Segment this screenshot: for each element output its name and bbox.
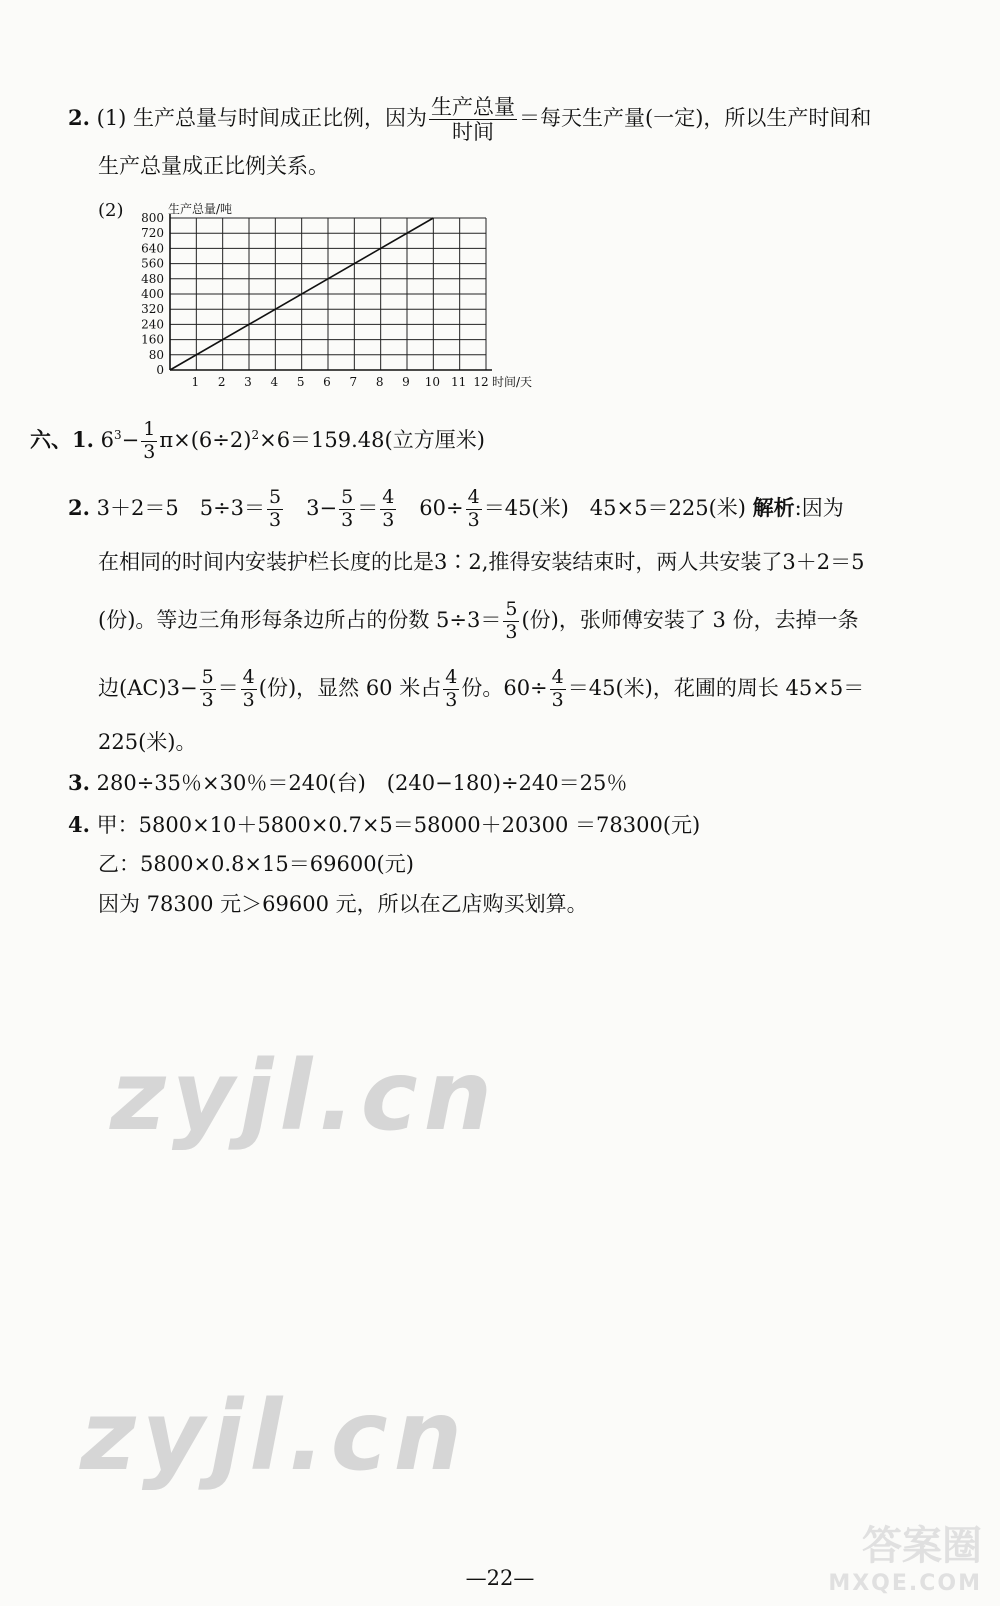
s6-q1-frac-num: 1: [143, 418, 156, 440]
frac-den: 3: [269, 508, 282, 531]
s6-q2-frac2: [339, 488, 355, 531]
s6-q2-text-b: 3−: [285, 495, 338, 520]
s6-q4-line1: [68, 814, 700, 836]
y-tick-label: 560: [141, 256, 164, 271]
analysis-label: 解析: [752, 494, 795, 520]
x-tick-label: 1: [191, 375, 200, 389]
s6-q2-frac4: [466, 488, 482, 531]
s6-q2-line3-b: (份)，张师傅安装了 3 份，去掉一条: [521, 607, 859, 632]
s6-q3-line: [68, 772, 627, 794]
x-tick-label: 8: [375, 375, 384, 389]
page-number: —22—: [465, 1566, 535, 1590]
q2-part2-label: (2): [98, 200, 124, 221]
s6-q2-line2: 在相同的时间内安装护栏长度的比是3∶2,推得安装结束时，两人共安装了3＋2＝5: [98, 550, 865, 574]
frac-den: 3: [551, 688, 564, 711]
q2-fraction-denominator: 时间: [452, 120, 495, 145]
y-tick-label: 80: [148, 347, 164, 362]
s6-q2-text-a: 3＋2＝5 5÷3＝: [96, 495, 266, 520]
s6-q1-exponent: 3: [114, 427, 122, 442]
x-tick-label: 9: [402, 375, 410, 389]
x-tick-label: 11: [451, 375, 467, 389]
frac-num: 4: [551, 666, 564, 688]
q2-part1-text-c: 生产总量成正比例关系。: [98, 154, 329, 178]
s6-q1-number: 1.: [72, 426, 94, 452]
s6-q2-line4-c: (份)，显然 60 米占: [258, 675, 442, 700]
frac-den: 3: [505, 620, 518, 643]
s6-q2-line4: [98, 668, 864, 711]
q2-number: 2.: [68, 105, 90, 131]
s6-q2-text-f: :因为: [794, 495, 844, 520]
q2-part1-text-a: (1) 生产总量与时间成正比例，因为: [96, 106, 428, 131]
frac-den: 3: [382, 508, 395, 531]
s6-q3-text: 280÷35％×30％＝240(台) (240−180)÷240＝25％: [96, 771, 628, 795]
y-tick-label: 160: [141, 332, 164, 347]
q2-line1: [68, 96, 871, 143]
s6-q2-line3-frac: [503, 600, 519, 643]
frac-num: 4: [242, 666, 255, 688]
s6-q2-line5: 225(米)。: [98, 730, 197, 754]
corner-watermark-url: MXQE.COM: [828, 1571, 982, 1596]
x-tick-label: 10: [424, 375, 440, 389]
y-tick-label: 800: [141, 211, 164, 225]
s6-q2-line4-b: ＝: [217, 675, 239, 700]
y-tick-label: 480: [141, 271, 164, 286]
s6-q4-line2: 乙：5800×0.8×15＝69600(元): [98, 852, 414, 876]
s6-q4-line3: 因为 78300 元＞69600 元，所以在乙店购买划算。: [98, 892, 588, 916]
s6-q1-base: 6: [100, 427, 114, 452]
s6-q2-frac3: [380, 488, 396, 531]
corner-watermark-logo: 答案圈: [862, 1523, 982, 1569]
s6-q2-line4-d: 份。60÷: [461, 675, 548, 700]
x-axis-label: 时间/天: [492, 375, 533, 389]
frac-num: 4: [382, 486, 395, 508]
s6-q2-text-d: 60÷: [398, 495, 464, 520]
production-line-chart: [130, 196, 570, 396]
frac-num: 5: [269, 486, 282, 508]
s6-q2-line1: [68, 488, 844, 531]
s6-q2-text-c: ＝: [357, 495, 379, 520]
frac-den: 3: [341, 508, 354, 531]
frac-num: 4: [467, 486, 480, 508]
frac-num: 5: [505, 598, 518, 620]
x-tick-label: 3: [244, 375, 252, 389]
watermark-top: zyjl.cn: [110, 1040, 498, 1152]
x-tick-label: 6: [323, 375, 331, 389]
s6-q2-line4-a: 边(AC)3−: [98, 675, 198, 700]
frac-num: 5: [201, 666, 214, 688]
s6-q1-text-d: ×6＝159.48(立方厘米): [259, 427, 485, 452]
frac-num: 5: [341, 486, 354, 508]
frac-den: 3: [201, 688, 214, 711]
frac-den: 3: [467, 508, 480, 531]
frac-num: 4: [445, 666, 458, 688]
s6-q1-fraction: [141, 420, 157, 463]
section-six-label: 六、: [30, 426, 72, 452]
y-tick-label: 240: [141, 317, 164, 332]
x-tick-label: 2: [217, 375, 226, 389]
q2-fraction: [429, 96, 517, 143]
s6-q4-number: 4.: [68, 812, 90, 837]
x-tick-label: 4: [270, 375, 279, 389]
frac-den: 3: [445, 688, 458, 711]
s6-q1-text-c: π×(6÷2): [159, 427, 252, 452]
s6-q2-line4-frac1: [200, 668, 216, 711]
watermark-bottom: zyjl.cn: [80, 1380, 468, 1492]
s6-q2-line3: [98, 600, 859, 643]
s6-q3-number: 3.: [68, 770, 90, 795]
s6-q2-line4-e: ＝45(米)，花圃的周长 45×5＝: [567, 675, 865, 700]
x-tick-label: 7: [349, 375, 358, 389]
y-tick-label: 400: [141, 287, 164, 301]
s6-q1-line: [30, 420, 485, 463]
q2-part1-text-b: ＝每天生产量(一定)，所以生产时间和: [519, 106, 872, 131]
s6-q2-number: 2.: [68, 494, 90, 520]
y-tick-label: 640: [141, 241, 164, 256]
y-axis-label: 生产总量/吨: [168, 202, 233, 216]
q2-line2: [98, 156, 329, 177]
y-tick-label: 0: [156, 363, 164, 377]
s6-q2-line3-a: (份)。等边三角形每条边所占的份数 5÷3＝: [98, 607, 502, 632]
s6-q2-line4-frac4: [550, 668, 566, 711]
y-tick-label: 720: [141, 226, 164, 241]
y-tick-label: 320: [141, 302, 164, 317]
s6-q4-line1-text: 甲：5800×10＋5800×0.7×5＝58000＋20300 ＝78300(元): [96, 813, 701, 837]
s6-q1-frac-den: 3: [143, 440, 156, 463]
x-tick-label: 5: [296, 375, 305, 389]
s6-q2-text-e: ＝45(米) 45×5＝225(米): [483, 495, 746, 520]
s6-q2-frac1: [267, 488, 283, 531]
q2-fraction-numerator: 生产总量: [431, 95, 516, 119]
s6-q1-minus: −: [121, 427, 140, 452]
s6-q2-line4-frac2: [241, 668, 257, 711]
frac-den: 3: [242, 688, 255, 711]
s6-q2-line4-frac3: [443, 668, 459, 711]
s6-q1-exponent2: 2: [251, 427, 260, 442]
x-tick-label: 12: [473, 375, 489, 389]
